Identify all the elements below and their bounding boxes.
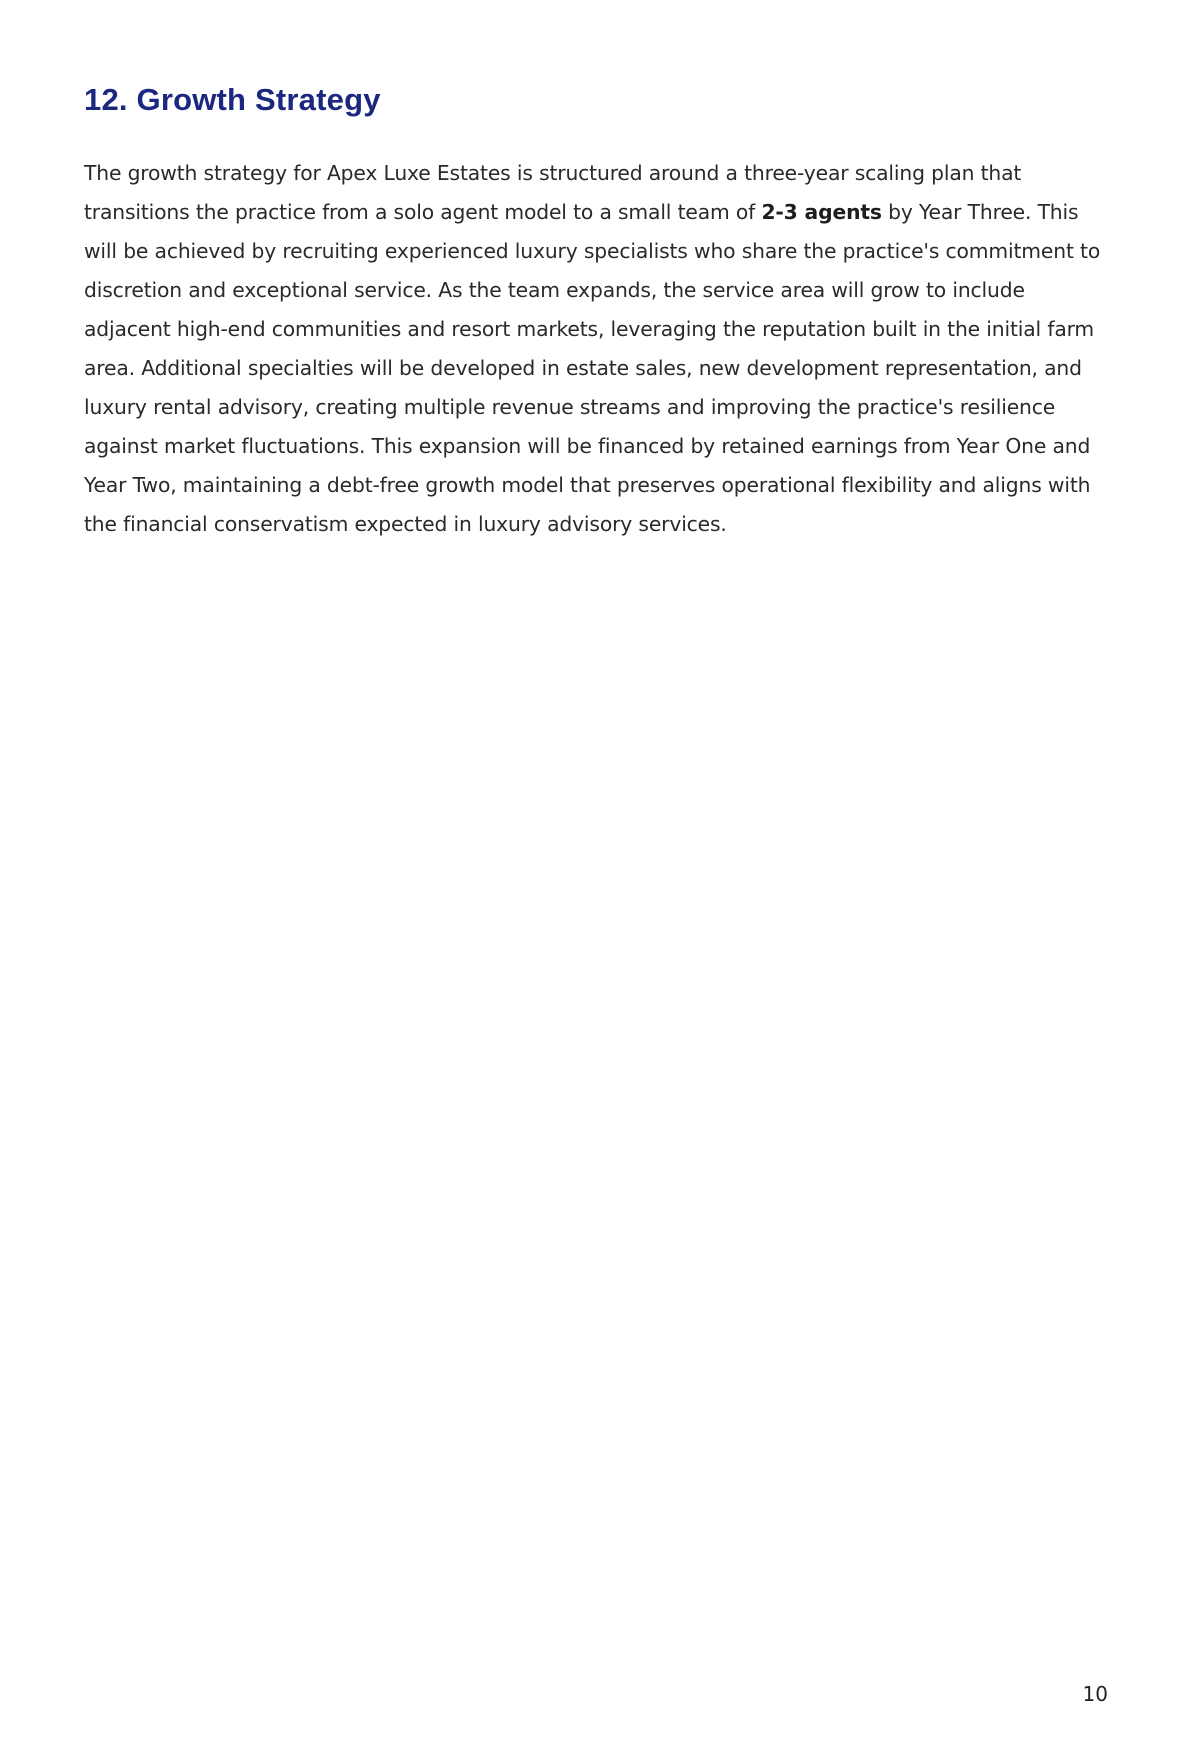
paragraph-text: transitions the practice from a solo agent model to a small team of (84, 200, 762, 224)
paragraph-line-2 (84, 193, 1114, 232)
paragraph-line-10: the financial conservatism expected in luxury advisory services. (84, 512, 727, 536)
paragraph-text: by Year Three. This (881, 200, 1079, 224)
team-size-emphasis: 2-3 agents (761, 200, 882, 224)
paragraph-line-8: against market fluctuations. This expansion will be financed by retained earnings from Year One and (84, 434, 1091, 458)
paragraph-line-1: The growth strategy for Apex Luxe Estates is structured around a three-year scaling plan that (84, 161, 1022, 185)
paragraph-line-7: luxury rental advisory, creating multiple revenue streams and improving the practice's resilience (84, 395, 1056, 419)
paragraph-line-3: will be achieved by recruiting experienced luxury specialists who share the practice's commitment to (84, 239, 1101, 263)
section-heading: 12. Growth Strategy (84, 82, 381, 117)
page-number: 10 (1082, 1682, 1108, 1706)
paragraph-line-6: area. Additional specialties will be developed in estate sales, new development representation, and (84, 356, 1082, 380)
growth-strategy-paragraph (84, 154, 1114, 544)
paragraph-line-4: discretion and exceptional service. As the team expands, the service area will grow to include (84, 278, 1025, 302)
paragraph-line-9: Year Two, maintaining a debt-free growth model that preserves operational flexibility and aligns with (84, 473, 1091, 497)
paragraph-line-5: adjacent high-end communities and resort markets, leveraging the reputation built in the initial farm (84, 317, 1095, 341)
